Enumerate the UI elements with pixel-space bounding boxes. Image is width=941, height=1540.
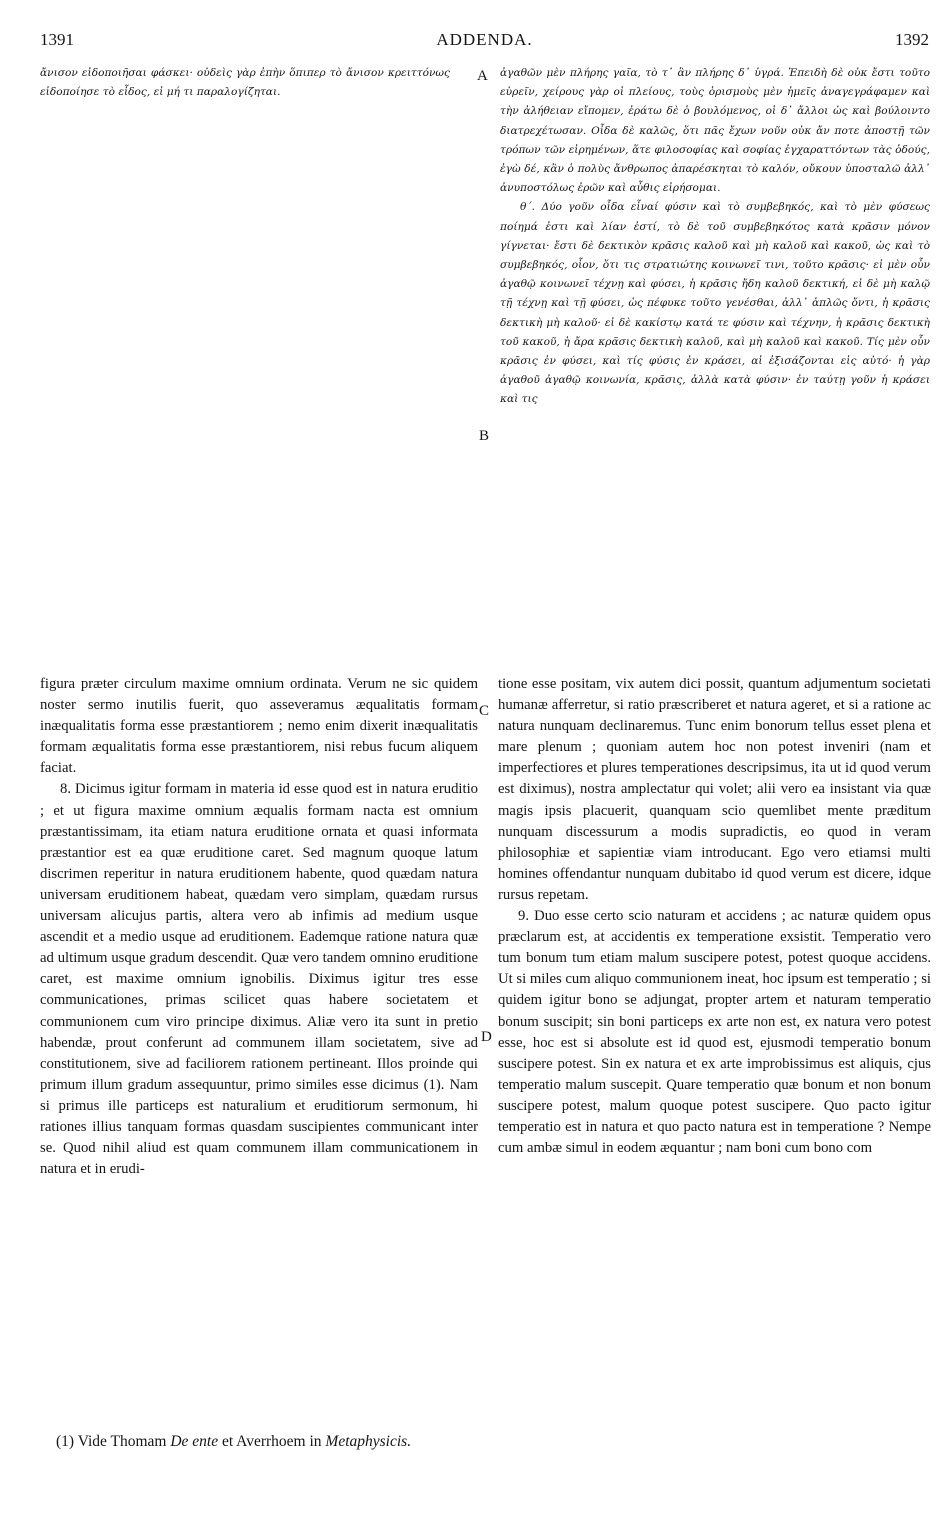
footnote-text: et Averrhoem in <box>221 1433 322 1450</box>
latin-column-left <box>40 674 478 1180</box>
latin-paragraph: 8. Dicimus igitur formam in materia id esse quod est in natura eruditio ; et ut figura maxime omnium æqualis formam nacta est omnium præstantissimam, ita etiam natura eruditione ornata et quasi informata præstantior est ea quæ eruditione caret. Sed magnum quoque latum discrimen reperitur in natura eruditionem habente, quod quædam natura universam eruditionem habeat, quædam vero simplam, quædam rursus universam alicujus partis, altera vero ab infimis ad medium usque ascendit et a medio usque ad eruditionem. Eademque ratione natura quæ ad ultimum usque gradum descendit. Quæ vero tandem omnino eruditione caret, est maxime omnium ignobilis. Diximus igitur tres esse communicationes, primas scilicet quas habere societatem et communionem cum viro principe diximus. Aliæ vero ita sunt in pretio habendæ, prout conferunt ad communem illam societatem, sive ad constitutionem, sive ad faciliorem rationem pertineant. Illos proinde qui primum illum gradum assequuntur, primo similes esse dicimus (1). Nam si primus ille particeps est naturalium et eruditiorum sermonum, hi rationes illius tanquam formas quasdam suscipientes communicant inter se. Quod nihil aliud est quam communem illam communicationem in natura et in erudi- <box>40 781 478 1178</box>
footnote-title: De ente <box>170 1433 219 1450</box>
margin-letter-d: D <box>481 1029 492 1045</box>
latin-paragraph: tione esse positam, vix autem dici possit, quantum adjumentum societati humanæ afferretur, si ratio præscriberet et natura ageret, et si a ratione ac natura nunquam declinaremus. Tunc enim bonorum tellus esset plena et mare plenum ; quoniam autem hoc non potest inveniri (nam et imperfectiores et plures temperationes descripsimus, ita ut id quod verum est diximus), nostra amplectatur qui volet; alii vero ea insistant via quæ magis ipsis placuerit, quanquam scio quemlibet mente præditum nunquam discessurum a modis supradictis, eo quod in veram philosophiæ et sapientiæ viam introducant. Ego vero etiamsi multi homines offendantur nunquam dubitabo id quod verum est dicere, idque rursus repetam. <box>498 676 931 903</box>
greek-column-left <box>40 64 450 102</box>
greek-paragraph: ἀγαθῶν μὲν πλήρης γαῖα, τὸ τ᾽ ἂν πλήρης δ᾽ ὑγρά. Ἐπειδὴ δὲ οὐκ ἔστι τοῦτο εὑρεῖν, χείρους γὰρ οἱ πλείους, τοὺς ὁρισμοὺς μὲν ἡμεῖς ἀναγεγράφαμεν καὶ τὴν ἀλήθειαν εἴπομεν, ἐράτω δὲ ὁ βουλόμενος, οἱ δ᾽ ἄλλοι ὡς καὶ βούλοιντο διατρεχέτωσαν. Οἶδα δὲ καλῶς, ὅτι πᾶς ἔχων νοῦν οὐκ ἄν ποτε ἀποστῇ τῶν τρόπων τῶν εἰρημένων, ἅτε φιλοσοφίας καὶ σοφίας ἐγχαραττόντων τὰς ὁδούς, ἐγὼ δέ, κἂν ὁ πολὺς ἄνθρωπος ἀπαρέσκηται τὸ καλόν, οὔκουν ὑποσταλῶ ἀλλ᾽ ἀνυποστόλως ἐρῶν καὶ αὖθις εἰρήσομαι. <box>500 67 930 195</box>
greek-paragraph: ἄνισον εἰδοποιῆσαι φάσκει· οὐδεὶς γὰρ ἐπὴν ὅπιπερ τὸ ἄνισον κρειττόνως εἰδοποίησε τὸ εἶδος, εἰ μή τι παραλογίζηται. <box>40 67 450 99</box>
margin-letter-a: A <box>477 68 488 84</box>
footnote-marker: (1) <box>56 1433 75 1450</box>
header-title: ADDENDA. <box>436 30 533 49</box>
footnote-text: Vide Thomam <box>77 1433 167 1450</box>
margin-letter-b: B <box>479 428 490 444</box>
latin-column-right <box>498 674 931 1159</box>
left-page-number: 1391 <box>40 30 74 49</box>
footnote-title: Metaphysicis. <box>325 1433 412 1450</box>
greek-column-right <box>500 64 930 410</box>
margin-letter-c: C <box>479 703 490 719</box>
latin-paragraph: figura præter circulum maxime omnium ordinata. Verum ne sic quidem noster sermo inutilis fuerit, quo asseveramus æqualitatis formam inæqualitatis forma esse præstantiorem ; nemo enim dixerit inæqualitatis formam æqualitatis forma esse præstantiorem, nisi rebus fucum aliquem faciat. <box>40 676 478 777</box>
greek-paragraph: θ΄. Δύο γοῦν οἶδα εἶναί φύσιν καὶ τὸ συμβεβηκός, καὶ τὸ μὲν φύσεως ποίημά ἐστι καὶ λίαν ἐστί, τὸ δὲ τοῦ συμβεβηκότος κατὰ κρᾶσιν μόνον γίγνεται· ἔστι δὲ δεκτικὸν κρᾶσις καλοῦ καὶ μὴ καλοῦ καὶ κακοῦ, ὡς καὶ τὸ συμβεβηκός, οἷον, ὅτι τις στρατιώτης κοινωνεῖ τινι, τοῦτο κρᾶσις· εἰ μὲν οὖν ἀγαθῷ κοινωνεῖ τέχνῃ καὶ φύσει, ἡ κρᾶσις ἤδη καλοῦ δεκτική, εἰ δὲ μὴ καλῷ τῇ τέχνῃ καὶ τῇ φύσει, ὡς πέφυκε τοῦτο γενέσθαι, ἀλλ᾽ ἁπλῶς ὄντι, ἡ κρᾶσις δεκτικὴ μὴ καλοῦ· εἰ δὲ κακίστῳ κατά τε φύσιν καὶ τέχνην, ἡ κρᾶσις δεκτικὴ τοῦ κακοῦ, ἡ ἄρα κρᾶσις δεκτικὴ καλοῦ, καὶ μὴ καλοῦ καὶ κακοῦ. Τίς μὲν οὖν κρᾶσις ἐν φύσει, καὶ τίς φύσις ἐν κράσει, αἱ ἐξισάζονται εἰς αὐτό· ἡ γὰρ ἀγαθοῦ ἀγαθῷ κοινωνία, κρᾶσις, ἀλλὰ κατὰ φύσιν· ἐν ταύτῃ γοῦν ἡ κράσει καὶ τις <box>500 201 930 406</box>
latin-paragraph: 9. Duo esse certo scio naturam et accidens ; ac naturæ quidem opus præclarum est, at accidentis ex temperatione exsistit. Temperatio vero tum bonum tum etiam malum suscipere potest, potest quoque accidens. Ut si miles cum aliquo communionem ineat, hoc ipsum est temperatio ; si quidem igitur bono se adjungat, propter artem et naturam temperatio bonum suscipit; sin boni particeps ex arte non est, ex natura vero potest esse, hoc est si absolute est id quod est, ejusmodi temperatio bonum suscipere potest. Sin ex natura et ex arte improbissimus est aliquis, cjus temperatio malum suscepit. Quare temperatio quæ bonum et non bonum suscipere potest, malum quoque potest suscipere. Quo pacto igitur temperatio est in natura et quo pacto natura est in temperatione ? Nempe cum ambæ simul in eodem æquantur ; nam boni cum bono com <box>498 908 931 1157</box>
right-page-number: 1392 <box>895 30 929 49</box>
running-header <box>40 30 929 54</box>
footnote <box>56 1433 916 1451</box>
